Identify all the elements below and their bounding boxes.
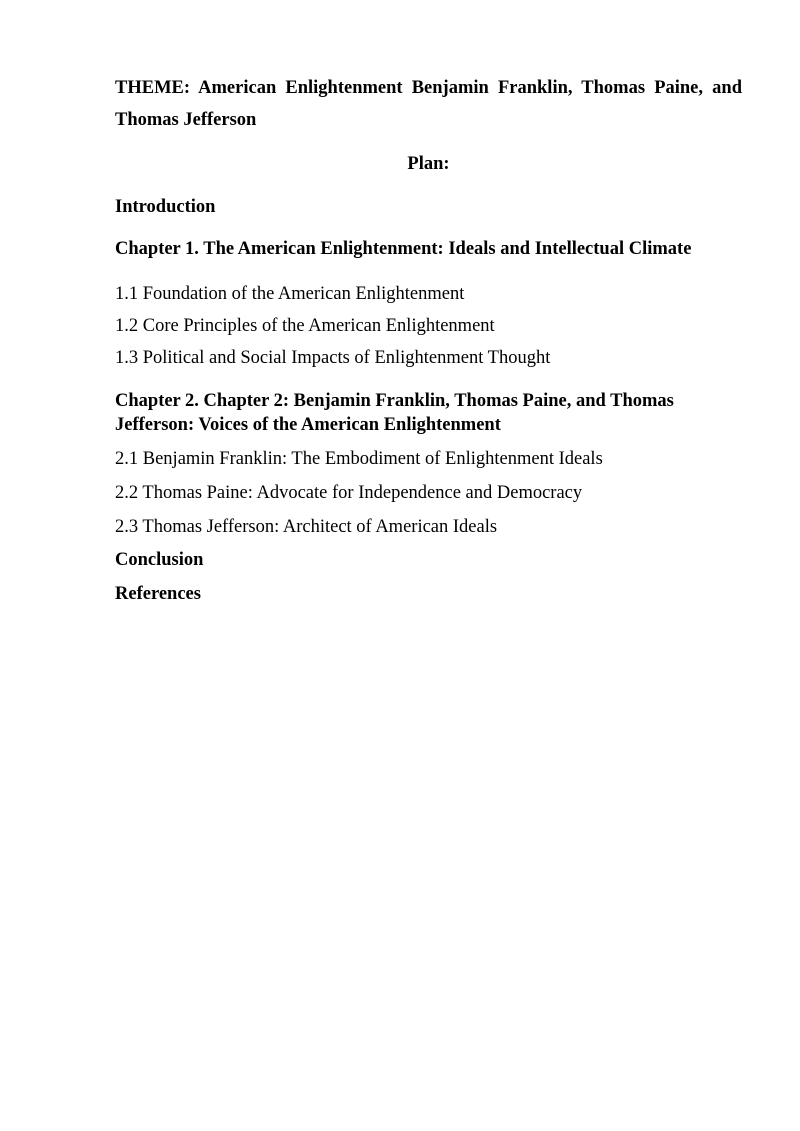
- chapter-1-title: Chapter 1. The American Enlightenment: Ideals and Intellectual Climate: [115, 239, 692, 259]
- theme-heading: THEME: American Enlightenment Benjamin Franklin, Thomas Paine, and Thomas Jefferson: [115, 78, 742, 130]
- section-1-2: 1.2 Core Principles of the American Enlightenment: [115, 316, 495, 336]
- section-2-3: 2.3 Thomas Jefferson: Architect of American Ideals: [115, 517, 498, 537]
- section-1-1: 1.1 Foundation of the American Enlightenment: [115, 284, 465, 304]
- section-2-2: 2.2 Thomas Paine: Advocate for Independence and Democracy: [115, 483, 583, 503]
- section-2-1: 2.1 Benjamin Franklin: The Embodiment of Enlightenment Ideals: [115, 449, 603, 469]
- introduction-heading: Introduction: [115, 197, 216, 217]
- chapter-2-title: Chapter 2. Chapter 2: Benjamin Franklin, Thomas Paine, and Thomas Jefferson: Voices of the American Enlightenment: [115, 391, 674, 435]
- section-1-3: 1.3 Political and Social Impacts of Enlightenment Thought: [115, 348, 551, 368]
- plan-heading: Plan:: [407, 154, 450, 174]
- conclusion-heading: Conclusion: [115, 550, 204, 570]
- references-heading: References: [115, 584, 201, 604]
